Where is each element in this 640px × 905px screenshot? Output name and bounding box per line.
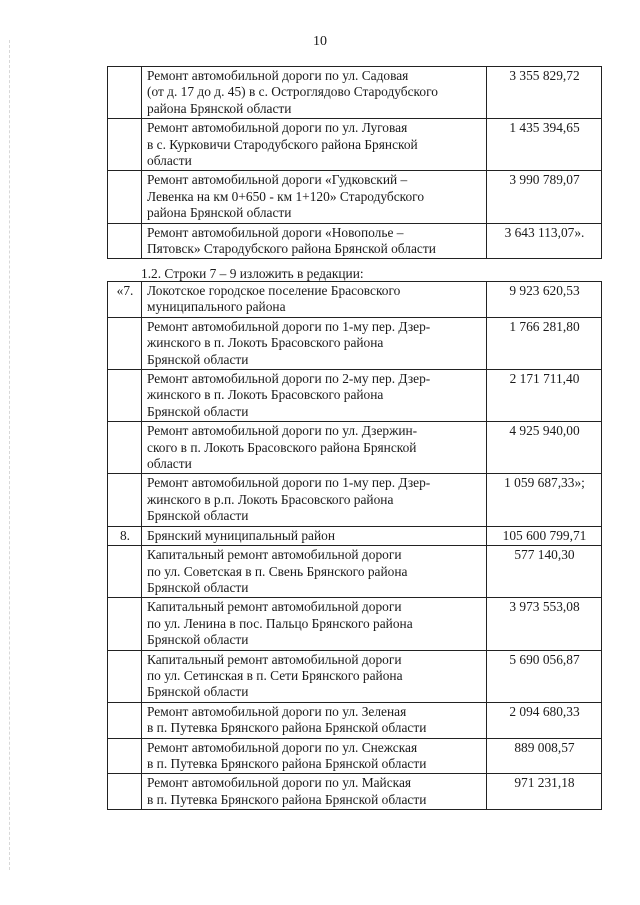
row-amount: 1 766 281,80 — [487, 317, 602, 369]
amendment-instruction: 1.2. Строки 7 – 9 изложить в редакции: — [141, 266, 364, 281]
row-amount: 3 973 553,08 — [487, 598, 602, 650]
row-amount: 3 990 789,07 — [487, 171, 602, 223]
row-description — [142, 598, 487, 650]
row-description — [142, 223, 487, 259]
description-line: Капитальный ремонт автомобильной дороги — [147, 599, 402, 615]
description-line: Брянской области — [147, 508, 249, 524]
description-line: Брянской области — [147, 403, 249, 419]
table-row — [108, 67, 602, 119]
row-number — [108, 650, 142, 702]
description-line: в п. Путевка Брянского района Брянской области — [147, 791, 427, 807]
table-row — [108, 774, 602, 810]
description-line: жинского в п. Локоть Брасовского района — [147, 335, 384, 351]
table-row — [108, 282, 602, 318]
row-amount: 3 355 829,72 — [487, 67, 602, 119]
description-line: Брянский муниципальный район — [147, 527, 336, 543]
description-line: по ул. Ленина в пос. Пальцо Брянского района — [147, 615, 413, 631]
description-line: Ремонт автомобильной дороги по ул. Луговая — [147, 120, 408, 136]
row-amount: 5 690 056,87 — [487, 650, 602, 702]
description-line: жинского в п. Локоть Брасовского района — [147, 387, 384, 403]
row-description — [142, 119, 487, 171]
description-line: района Брянской области — [147, 100, 292, 116]
row-amount: 889 008,57 — [487, 738, 602, 774]
row-amount: 971 231,18 — [487, 774, 602, 810]
description-line: Ремонт автомобильной дороги по ул. Майская — [147, 775, 412, 791]
table-row — [108, 650, 602, 702]
description-line: Брянской области — [147, 351, 249, 367]
row-description — [142, 526, 487, 545]
description-line: ского в п. Локоть Брасовского района Брянской — [147, 439, 417, 455]
description-line: Ремонт автомобильной дороги по 2-му пер. Дзер- — [147, 371, 431, 387]
row-number — [108, 598, 142, 650]
row-number — [108, 774, 142, 810]
row-number — [108, 370, 142, 422]
row-number — [108, 546, 142, 598]
row-amount: 2 094 680,33 — [487, 702, 602, 738]
description-line: области — [147, 456, 192, 472]
row-amount: 577 140,30 — [487, 546, 602, 598]
description-line: по ул. Сетинская в п. Сети Брянского района — [147, 667, 403, 683]
row-amount: 4 925 940,00 — [487, 422, 602, 474]
description-line: в п. Путевка Брянского района Брянской области — [147, 755, 427, 771]
row-description — [142, 422, 487, 474]
appropriation-table-continued — [107, 66, 602, 259]
description-line: Ремонт автомобильной дороги по 1-му пер. Дзер- — [147, 318, 431, 334]
row-description — [142, 774, 487, 810]
description-line: области — [147, 153, 192, 169]
row-number — [108, 738, 142, 774]
description-line: Ремонт автомобильной дороги по ул. Садовая — [147, 68, 409, 83]
table-row — [108, 422, 602, 474]
description-line: района Брянской области — [147, 205, 292, 221]
row-number — [108, 119, 142, 171]
description-line: жинского в р.п. Локоть Брасовского района — [147, 491, 394, 507]
table-row — [108, 171, 602, 223]
row-description — [142, 738, 487, 774]
description-line: Левенка на км 0+650 - км 1+120» Стародубского — [147, 188, 425, 204]
row-amount: 1 059 687,33»; — [487, 474, 602, 526]
row-amount: 9 923 620,53 — [487, 282, 602, 318]
row-description — [142, 702, 487, 738]
description-line: Капитальный ремонт автомобильной дороги — [147, 547, 402, 563]
description-line: Капитальный ремонт автомобильной дороги — [147, 651, 402, 667]
table-row — [108, 317, 602, 369]
row-number — [108, 474, 142, 526]
table-row — [108, 546, 602, 598]
table-row — [108, 598, 602, 650]
table-row — [108, 119, 602, 171]
row-number — [108, 317, 142, 369]
row-description — [142, 546, 487, 598]
row-number: 8. — [108, 526, 142, 545]
table-row — [108, 702, 602, 738]
description-line: по ул. Советская в п. Свень Брянского района — [147, 563, 408, 579]
row-description — [142, 171, 487, 223]
row-amount: 105 600 799,71 — [487, 526, 602, 545]
description-line: (от д. 17 до д. 45) в с. Остроглядово Стародубского — [147, 84, 438, 100]
table-row — [108, 370, 602, 422]
appropriation-table-amended — [107, 281, 602, 810]
row-amount: 3 643 113,07». — [487, 223, 602, 259]
description-line: Пятовск» Стародубского района Брянской области — [147, 241, 436, 257]
table-row — [108, 738, 602, 774]
description-line: Ремонт автомобильной дороги по ул. Дзержин- — [147, 423, 418, 439]
row-description — [142, 317, 487, 369]
row-description — [142, 67, 487, 119]
row-description — [142, 650, 487, 702]
description-line: в с. Курковичи Стародубского района Брянской — [147, 136, 418, 152]
row-description — [142, 370, 487, 422]
row-number: «7. — [108, 282, 142, 318]
row-number — [108, 223, 142, 259]
description-line: Брянской области — [147, 579, 249, 595]
description-line: Локотское городское поселение Брасовского — [147, 283, 401, 298]
scan-edge-marks — [9, 40, 14, 870]
description-line: муниципального района — [147, 299, 286, 315]
row-number — [108, 171, 142, 223]
row-number — [108, 422, 142, 474]
description-line: Ремонт автомобильной дороги по ул. Снежская — [147, 739, 418, 755]
row-description — [142, 282, 487, 318]
row-amount: 1 435 394,65 — [487, 119, 602, 171]
description-line: Ремонт автомобильной дороги «Новополье – — [147, 224, 404, 240]
row-number — [108, 702, 142, 738]
row-description — [142, 474, 487, 526]
row-number — [108, 67, 142, 119]
page-number: 10 — [313, 34, 327, 49]
description-line: Ремонт автомобильной дороги по 1-му пер. Дзер- — [147, 475, 431, 491]
description-line: Брянской области — [147, 632, 249, 648]
description-line: Ремонт автомобильной дороги по ул. Зеленая — [147, 703, 407, 719]
description-line: в п. Путевка Брянского района Брянской области — [147, 720, 427, 736]
table-row — [108, 526, 602, 545]
table-row — [108, 474, 602, 526]
row-amount: 2 171 711,40 — [487, 370, 602, 422]
description-line: Ремонт автомобильной дороги «Гудковский – — [147, 172, 408, 188]
description-line: Брянской области — [147, 684, 249, 700]
table-row — [108, 223, 602, 259]
